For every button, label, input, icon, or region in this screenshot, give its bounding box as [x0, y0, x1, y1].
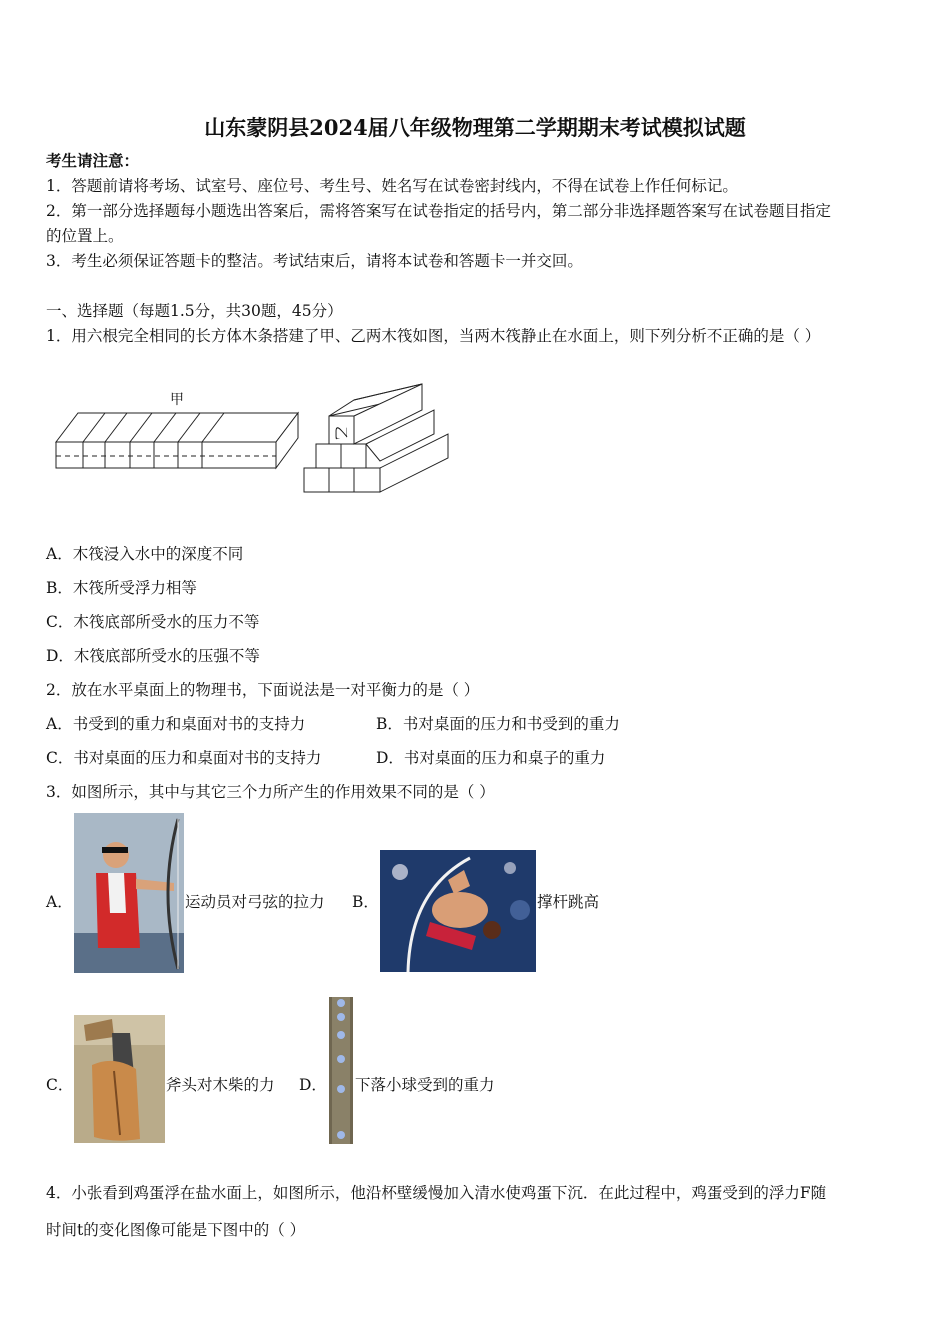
question-1-stem: 1．用六根完全相同的长方体木条搭建了甲、乙两木筏如图，当两木筏静止在水面上，则下列分析不正确的是（ ） [46, 327, 821, 345]
notice-heading: 考生请注意： [46, 151, 140, 170]
question-4-stem-line2: 时间t的变化图像可能是下图中的（ ） [46, 1221, 306, 1239]
page-title: 山东蒙阴县2024届八年级物理第二学期期末考试模拟试题 [204, 115, 746, 140]
pole-vault-photo [380, 850, 536, 972]
q3-option-a-letter: A． [46, 893, 73, 911]
q2-option-a: A．书受到的重力和桌面对书的支持力 [46, 715, 306, 733]
q2-option-b: B．书对桌面的压力和书受到的重力 [376, 715, 620, 733]
q1-option-a: A．木筏浸入水中的深度不同 [46, 545, 244, 563]
figure-label-jia: 甲 [170, 392, 184, 408]
question-2-stem: 2．放在水平桌面上的物理书，下面说法是一对平衡力的是（ ） [46, 681, 480, 699]
notice-item: 2．第一部分选择题每小题选出答案后，需将答案写在试卷指定的括号内，第二部分非选择题答案写在试卷题目指定 [46, 202, 831, 220]
q1-option-b: B．木筏所受浮力相等 [46, 579, 197, 597]
question-3-stem: 3．如图所示，其中与其它三个力所产生的作用效果不同的是（ ） [46, 783, 495, 801]
raft-figure [50, 380, 460, 500]
notice-item: 1．答题前请将考场、试室号、座位号、考生号、姓名写在试卷密封线内，不得在试卷上作任何标记。 [46, 177, 738, 195]
notice-item: 3．考生必须保证答题卡的整洁。考试结束后，请将本试卷和答题卡一并交回。 [46, 252, 583, 270]
q1-option-d: D．木筏底部所受水的压强不等 [46, 647, 260, 665]
q3-option-c-letter: C． [46, 1076, 74, 1094]
q3-option-c-caption: 斧头对木柴的力 [166, 1076, 275, 1094]
q3-option-b-letter: B． [352, 893, 379, 911]
q3-option-a-caption: 运动员对弓弦的拉力 [185, 893, 325, 911]
q1-option-c: C．木筏底部所受水的压力不等 [46, 613, 260, 631]
q3-option-d-letter: D． [299, 1076, 327, 1094]
archer-photo [74, 813, 184, 973]
q3-option-b-caption: 撑杆跳高 [537, 893, 600, 911]
notice-item: 的位置上。 [46, 227, 124, 245]
q2-option-d: D．书对桌面的压力和桌子的重力 [376, 749, 606, 767]
axe-wood-photo [74, 1015, 165, 1143]
q2-option-c: C．书对桌面的压力和桌面对书的支持力 [46, 749, 322, 767]
question-4-stem-line1: 4．小张看到鸡蛋浮在盐水面上，如图所示，他沿杯壁缓慢加入清水使鸡蛋下沉．在此过程中，鸡蛋受到的浮力F随 [46, 1184, 827, 1202]
falling-ball-photo [329, 997, 353, 1144]
section-heading: 一、选择题（每题1.5分，共30题，45分） [46, 302, 343, 320]
figure-label-yi: 乙 [332, 426, 348, 440]
q3-option-d-caption: 下落小球受到的重力 [355, 1076, 495, 1094]
